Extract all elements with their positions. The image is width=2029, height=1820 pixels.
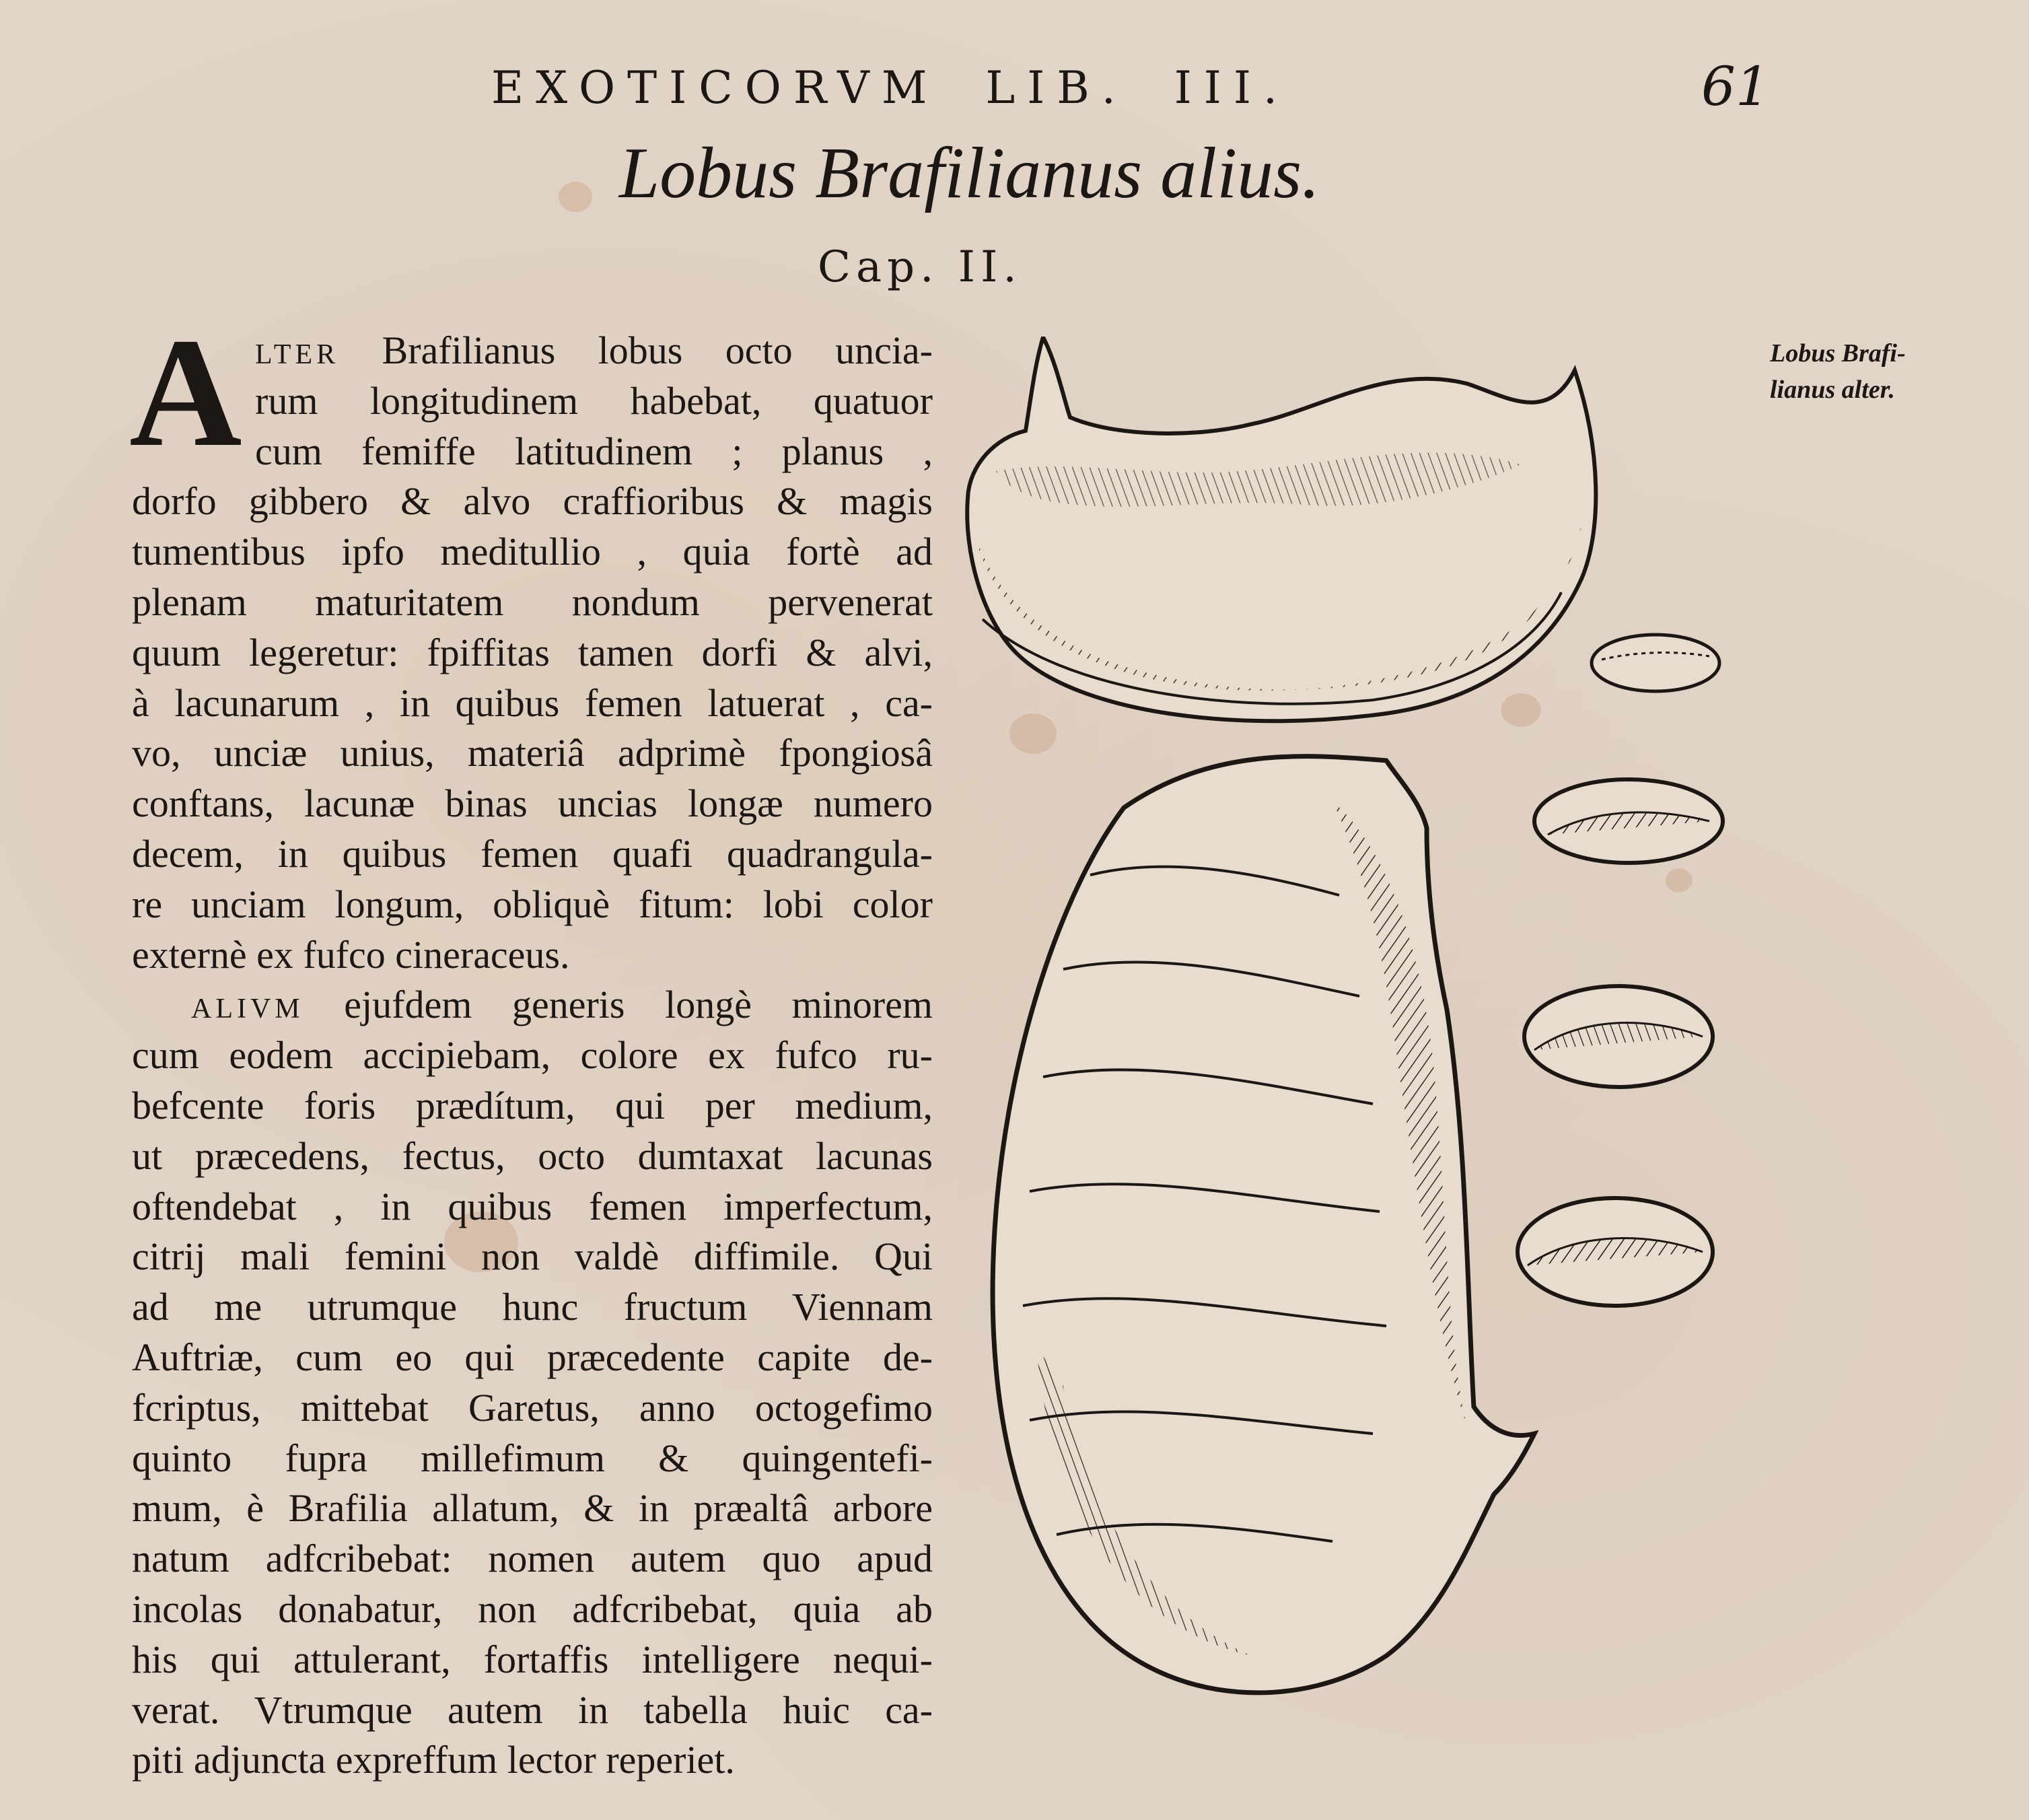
woodcut-illustration xyxy=(956,337,1938,1763)
text-line: befcente foris prædítum, qui per medium, xyxy=(132,1083,933,1127)
text-line: ut præcedens, fectus, octo dumtaxat lacunas xyxy=(132,1133,933,1178)
text-line: piti adjuncta expreffum lector reperiet. xyxy=(132,1738,735,1782)
text-line: re unciam longum, obliquè fitum: lobi color xyxy=(132,882,933,926)
text-line: conftans, lacunæ binas uncias longæ numero xyxy=(132,781,933,826)
seed-drawing xyxy=(1518,1198,1713,1306)
text-line: fcriptus, mittebat Garetus, anno octogefimo xyxy=(132,1385,933,1430)
paper-stain xyxy=(559,182,592,212)
chapter-title: Lobus Brafilianus alius. xyxy=(619,133,1320,213)
text-line xyxy=(132,980,933,1030)
small-caps-lead: LTER xyxy=(255,339,340,370)
seed-drawing xyxy=(1592,635,1719,691)
seed-drawing xyxy=(1524,986,1713,1087)
text-line: his qui attulerant, fortaffis intelligere nequi- xyxy=(132,1637,933,1681)
text-line: oftendebat , in quibus femen imperfectum, xyxy=(132,1184,933,1228)
upper-pod-drawing xyxy=(967,337,1596,721)
text-line: quum legeretur: fpiffitas tamen dorfi & alvi, xyxy=(132,630,933,674)
text-line: citrij mali femini non valdè diffimile. Qui xyxy=(132,1234,933,1279)
text-line: vo, unciæ unius, materiâ adprimè fpongiosâ xyxy=(132,731,933,775)
text-line: incolas donabatur, non adfcribebat, quia ab xyxy=(132,1586,933,1631)
text-line: rum longitudinem habebat, quatuor xyxy=(255,378,933,423)
lower-pod-drawing xyxy=(993,757,1534,1693)
text-line: quinto fupra millefimum & quingentefi- xyxy=(132,1436,933,1480)
margin-note-line: Lobus Brafi- xyxy=(1770,339,1906,368)
text-line: à lacunarum , in quibus femen latuerat , ca- xyxy=(132,680,933,725)
margin-note-line: lianus alter. xyxy=(1770,376,1895,404)
text-line: verat. Vtrumque autem in tabella huic ca- xyxy=(132,1687,933,1732)
text-line: cum eodem accipiebam, colore ex fufco ru- xyxy=(132,1033,933,1078)
text-line: natum adfcribebat: nomen autem quo apud xyxy=(132,1537,933,1581)
running-head: EXOTICORVM LIB. III. xyxy=(491,62,1289,114)
text-line: plenam maturitatem nondum pervenerat xyxy=(132,580,933,624)
drop-cap: A xyxy=(129,306,242,479)
text-line: cum femiffe latitudinem ; planus , xyxy=(255,429,933,473)
text-line: mum, è Brafilia allatum, & in præaltâ arbore xyxy=(132,1486,933,1531)
page-number: 61 xyxy=(1701,55,1770,118)
text-line: ad me utrumque hunc fructum Viennam xyxy=(132,1285,933,1329)
text-line-content: Brafilianus lobus octo uncia- xyxy=(339,328,933,372)
chapter-number: Cap. II. xyxy=(818,242,1022,292)
text-line: tumentibus ipfo meditullio , quia fortè ad xyxy=(132,530,933,574)
text-line: dorfo gibbero & alvo craffioribus & magis xyxy=(132,479,933,524)
text-line: externè ex fufco cineraceus. xyxy=(132,932,570,977)
text-line: Auftriæ, cum eo qui præcedente capite de- xyxy=(132,1335,933,1379)
seed-drawing xyxy=(1534,779,1723,863)
text-line xyxy=(132,326,933,376)
text-line: decem, in quibus femen quafi quadrangula- xyxy=(132,831,933,876)
text-line-content: ejufdem generis longè minorem xyxy=(304,983,933,1027)
body-text xyxy=(132,326,933,1786)
small-caps-lead: ALIVM xyxy=(191,993,304,1025)
